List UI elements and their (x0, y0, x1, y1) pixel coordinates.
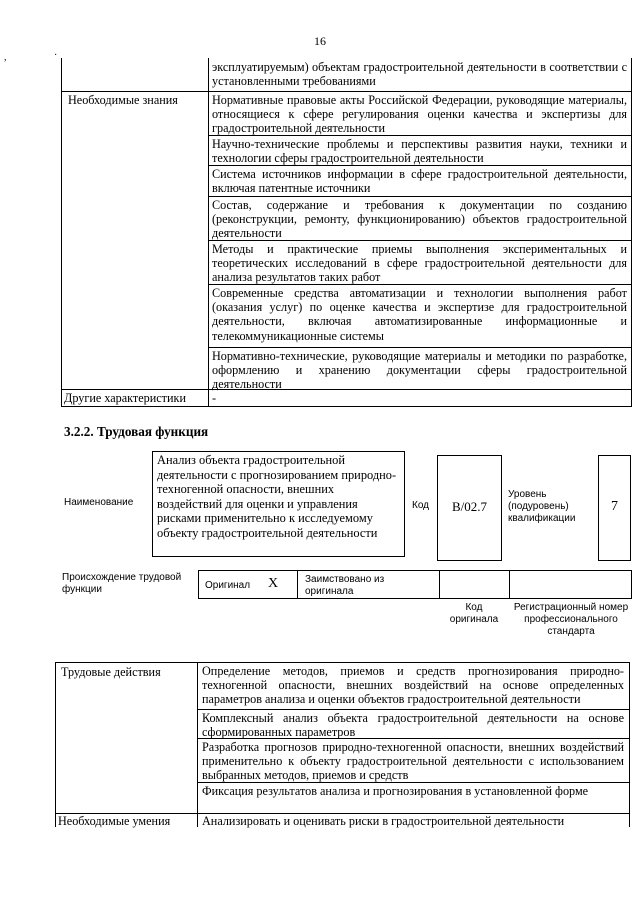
knowledge-item: Нормативно-технические, руководящие материалы и методики по разработке, оформлению и хранению документации сферы градостроительной деятельности (212, 349, 627, 392)
other-label: Другие характеристики (64, 391, 186, 405)
code-value: B/02.7 (451, 499, 488, 514)
page-number: 16 (314, 34, 326, 48)
knowledge-item: Методы и практические приемы выполнения экспериментальных и теоретических исследований в сфере градостроительной деятельности для анализа результатов таких работ (212, 242, 627, 285)
knowledge-label: Необходимые знания (68, 93, 178, 107)
original-label: Оригинал (205, 580, 251, 591)
action-item: Комплексный анализ объекта градостроительной деятельности на основе сформированных параметров (202, 711, 624, 740)
action-item: Фиксация результатов анализа и прогнозирования в установленной форме (202, 784, 589, 798)
knowledge-item: Состав, содержание и требования к документации по созданию (реконструкции, ремонту, функционированию) объектов градостроительной деятельности (212, 198, 627, 241)
knowledge-item: Система источников информации в сфере градостроительной деятельности, включая патентные источники (212, 167, 627, 196)
knowledge-table (61, 58, 632, 407)
scan-speck: , (4, 52, 7, 63)
actions-label: Трудовые действия (61, 665, 161, 679)
borrowed-label: Заимствовано из оригинала (305, 574, 385, 597)
code-original-caption: Код оригинала (449, 602, 499, 625)
scan-speck: · (54, 50, 58, 61)
level-value: 7 (611, 499, 618, 514)
action-item: Разработка прогнозов природно-техногенной опасности, внешних воздействий применительно к объекту градостроительной деятельности с использованием выбранных методов, приемов и средств (202, 740, 624, 783)
knowledge-item: Научно-технические проблемы и перспективы развития науки, техники и технологии сферы градостроительной деятельности (212, 137, 627, 166)
other-value: - (212, 391, 217, 405)
section-title: 3.2.2. Трудовая функция (64, 424, 209, 439)
function-name-text: Анализ объекта градостроительной деятельности с прогнозированием природно-техногенной опасности, внешних воздействий для оценки и управления рисками применительно к исследуемому объекту градостроительной деятельности (157, 453, 397, 540)
knowledge-item: Нормативные правовые акты Российской Федерации, руководящие материалы, относящиеся к сфере регулирования оценки качества и экспертизы для градостроительной деятельности (212, 93, 627, 136)
knowledge-item: Современные средства автоматизации и технологии выполнения работ (оказания услуг) по оценке качества и экспертизе для градостроительной деятельности, включая автоматизированные информационные и телекоммуникационные системы (212, 286, 627, 343)
level-label: Уровень (подуровень) квалификации (508, 489, 576, 524)
continuation-text: эксплуатируемым) объектам градостроительной деятельности в соответствии с установленными требованиями (212, 60, 627, 89)
actions-table (55, 662, 630, 827)
code-label: Код (412, 500, 430, 511)
origin-label: Происхождение трудовой функции (62, 572, 182, 595)
name-label: Наименование (64, 497, 134, 508)
original-mark: X (268, 576, 279, 591)
action-item: Определение методов, приемов и средств прогнозирования природно-техногенной опасности, внешних воздействий на основе определенных параметров анализа и оценки объектов градостроительной деятельности (202, 664, 624, 707)
skill-item: Анализировать и оценивать риски в градостроительной деятельности (202, 814, 565, 828)
reg-number-caption: Регистрационный номер профессионального стандарта (513, 602, 629, 637)
skills-label: Необходимые умения (58, 814, 171, 828)
